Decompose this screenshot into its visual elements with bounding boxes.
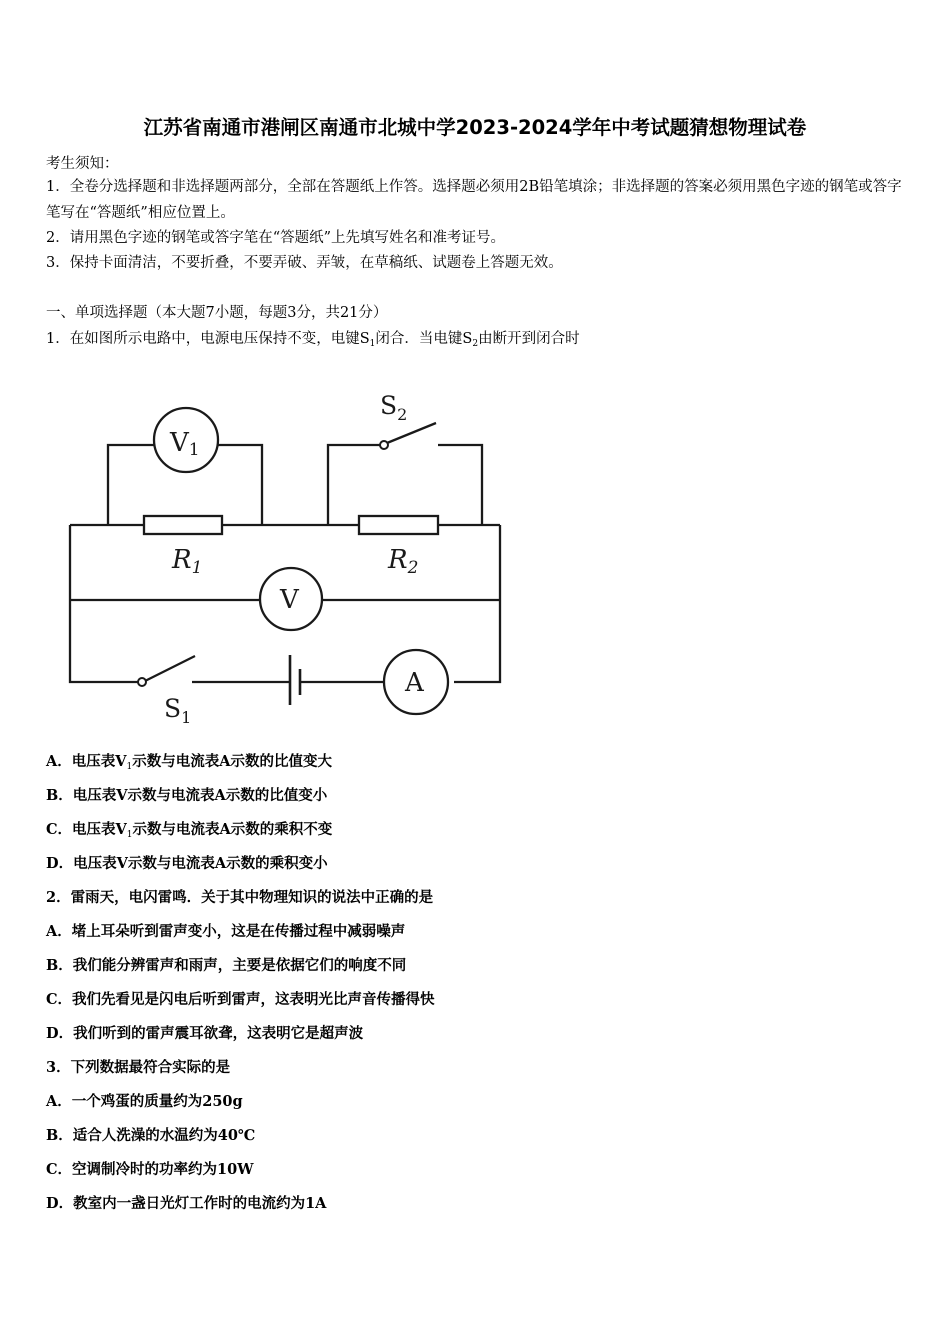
label-s1: $S_1$ [164,694,192,727]
question-2-option-a: A．堵上耳朵听到雷声变小，这是在传播过程中减弱噪声 [46,923,406,940]
notice-item-1: 1．全卷分选择题和非选择题两部分，全部在答题纸上作答。选择题必须用2B铅笔填涂；非选择题的答案必须用黑色字迹的钢笔或答字笔写在“答题纸”相应位置上。 [46,179,902,221]
label-v1: V1 [170,428,200,460]
question-1-stem: 1．在如图所示电路中，电源电压保持不变，电键$S_1$闭合．当电键$S_2$由断开到闭合时 [46,331,580,349]
question-2-stem: 2．雷雨天，电闪雷鸣．关于其中物理知识的说法中正确的是 [46,889,434,906]
question-3-option-a: A．一个鸡蛋的质量约为250g [46,1093,243,1110]
question-3-option-c: C．空调制冷时的功率约为10W [46,1161,254,1178]
switch-s1-contact [138,678,146,686]
question-1-option-b: B．电压表V示数与电流表A示数的比值变小 [46,787,328,804]
label-r1: R1 [172,545,203,578]
question-1-option-d: D．电压表V示数与电流表A示数的乘积变小 [46,855,328,872]
question-1-option-c: C．电压表$V_1$示数与电流表A示数的乘积不变 [46,821,333,840]
label-v: V [280,585,299,615]
battery-cell [290,655,300,705]
circuit-diagram [60,385,520,730]
label-a: A [405,668,424,698]
question-2-option-b: B．我们能分辨雷声和雨声，主要是依据它们的响度不同 [46,957,407,974]
resistor-r1 [144,516,222,534]
page-title: 江苏省南通市港闸区南通市北城中学2023-2024学年中考试题猜想物理试卷 [143,116,807,139]
question-2-option-c: C．我们先看见是闪电后听到雷声，这表明光比声音传播得快 [46,991,435,1008]
resistor-r2 [359,516,438,534]
notice-item-2: 2．请用黑色字迹的钢笔或答字笔在“答题纸”上先填写姓名和准考证号。 [46,230,506,246]
question-3-stem: 3．下列数据最符合实际的是 [46,1059,231,1076]
notice-item-3: 3．保持卡面清洁，不要折叠，不要弄破、弄皱，在草稿纸、试题卷上答题无效。 [46,255,563,271]
switch-s1-blade [145,656,195,681]
notice-heading: 考生须知： [46,156,119,172]
question-3-option-b: B．适合人洗澡的水温约为40℃ [46,1127,256,1144]
switch-s2-contact [380,441,388,449]
question-3-option-d: D．教室内一盏日光灯工作时的电流约为1A [46,1195,327,1212]
label-s2: $S_2$ [380,391,408,424]
switch-s2-blade [387,423,436,443]
question-1-option-a: A．电压表$V_1$示数与电流表A示数的比值变大 [46,753,332,772]
label-r2: R2 [388,545,419,578]
section-heading: 一、单项选择题（本大题7小题，每题3分，共21分） [46,305,388,321]
question-2-option-d: D．我们听到的雷声震耳欲聋，这表明它是超声波 [46,1025,364,1042]
